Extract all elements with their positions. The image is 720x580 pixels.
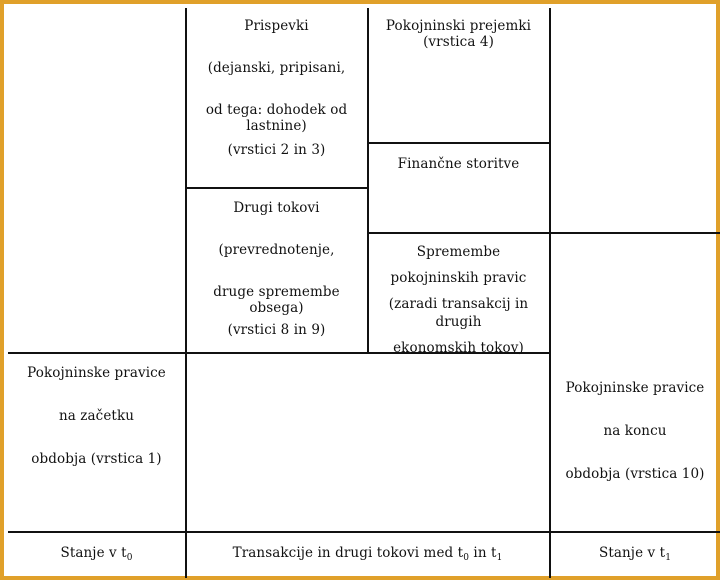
stock-end-subscript: 1 — [665, 553, 672, 563]
divider — [368, 142, 549, 144]
stock-end-text: Stanje v t — [598, 545, 666, 561]
stock-start-subscript: 0 — [126, 553, 133, 563]
other-flows-detail: (prevrednotenje, — [218, 242, 335, 258]
contributions-rows: (vrstici 2 in 3) — [227, 142, 326, 158]
other-flows-cell — [186, 200, 367, 338]
closing-entitlements-detail: obdobja (vrstica 10) — [565, 466, 705, 482]
contributions-detail: od tega: dohodek od lastnine) — [205, 102, 348, 134]
contributions-cell — [186, 18, 367, 158]
contributions-title: Prispevki — [244, 18, 309, 34]
stock-start-label — [8, 545, 185, 561]
closing-entitlements-title: Pokojninske pravice — [565, 380, 705, 396]
transactions-subscript: 0 — [463, 553, 470, 563]
entitlement-changes-detail: ekonomskih tokov) — [393, 340, 524, 356]
transactions-subscript: 1 — [496, 553, 503, 563]
entitlement-changes-detail: (zaradi transakcij in drugih — [388, 296, 529, 330]
divider — [186, 187, 367, 189]
other-flows-detail: druge spremembe obsega) — [213, 284, 340, 316]
stock-end-label — [550, 545, 720, 561]
other-flows-rows: (vrstici 8 in 9) — [227, 322, 326, 338]
entitlement-changes-cell — [368, 243, 549, 357]
opening-entitlements-cell — [8, 365, 185, 467]
opening-entitlements-detail: obdobja (vrstica 1) — [31, 451, 162, 467]
opening-entitlements-detail: na začetku — [58, 408, 135, 424]
pension-receipts-cell — [368, 18, 549, 50]
other-flows-title: Drugi tokovi — [233, 200, 320, 216]
divider — [8, 531, 720, 533]
opening-entitlements-title: Pokojninske pravice — [27, 365, 166, 381]
closing-entitlements-detail: na koncu — [603, 423, 667, 439]
stock-start-text: Stanje v t — [60, 545, 127, 561]
contributions-detail: (dejanski, pripisani, — [207, 60, 346, 76]
transactions-label — [186, 545, 549, 561]
entitlement-changes-title: pokojninskih pravic — [390, 270, 527, 286]
closing-entitlements-cell — [550, 380, 720, 482]
pension-receipts-title: Pokojninski prejemki — [385, 18, 532, 34]
entitlement-changes-title: Spremembe — [416, 244, 501, 260]
transactions-text: Transakcije in drugi tokovi med t — [232, 545, 464, 561]
divider — [368, 232, 549, 234]
transactions-text: in t — [469, 545, 497, 561]
divider — [550, 232, 720, 234]
financial-services-cell — [368, 156, 549, 172]
divider — [549, 8, 551, 578]
pension-receipts-rows: (vrstica 4) — [423, 34, 494, 50]
financial-services-title: Finančne storitve — [397, 156, 520, 172]
